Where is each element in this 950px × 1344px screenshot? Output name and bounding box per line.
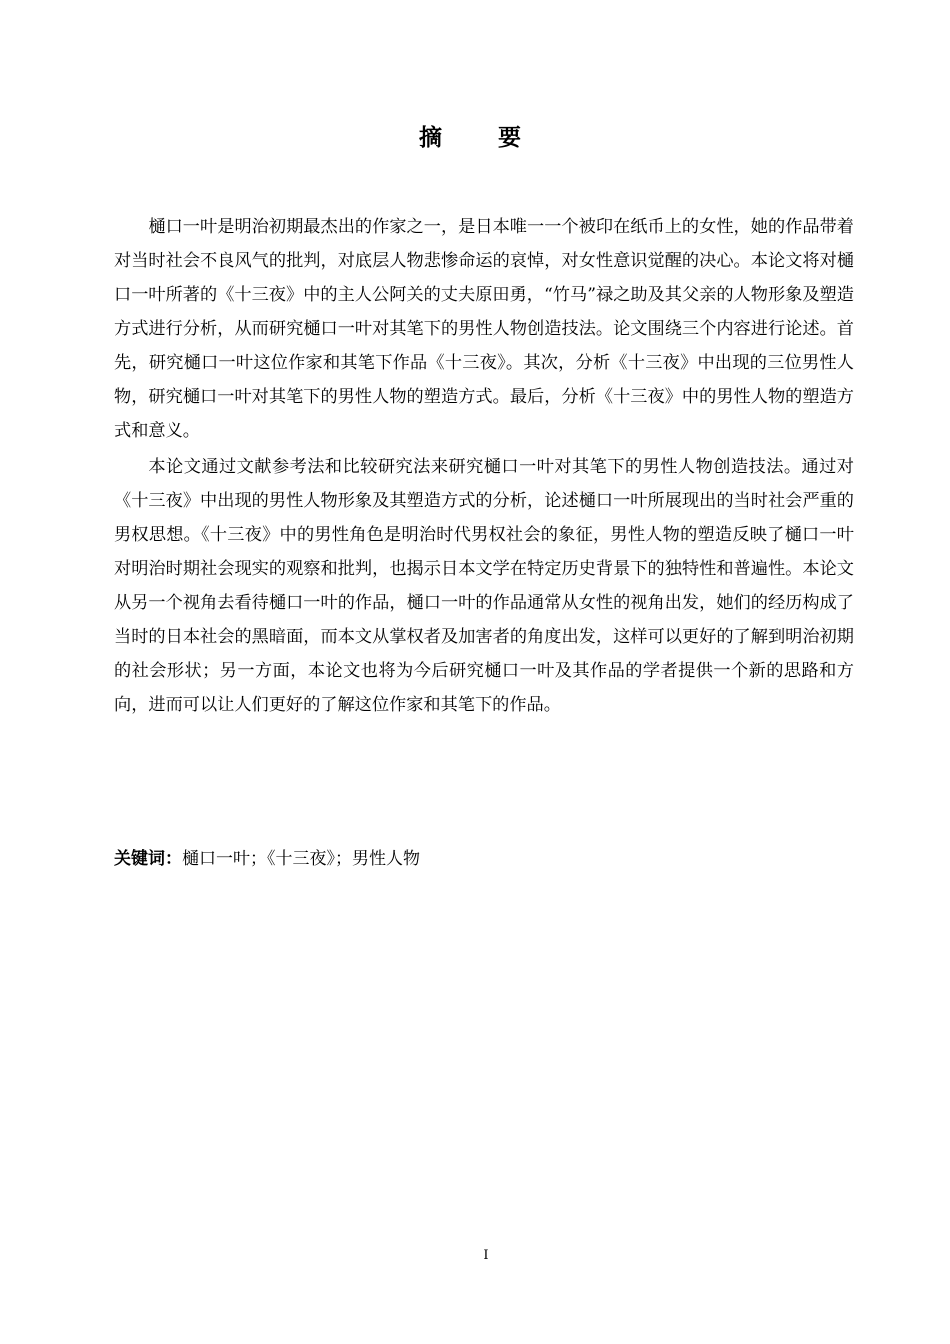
keywords-line	[114, 842, 854, 876]
abstract-paragraph-1: 樋口一叶是明治初期最杰出的作家之一，是日本唯一一个被印在纸币上的女性，她的作品带着对当时社会不良风气的批判，对底层人物悲惨命运的哀悼，对女性意识觉醒的决心。本论文将对樋口一叶所著的《十三夜》中的主人公阿关的丈夫原田勇，“竹马”禄之助及其父亲的人物形象及塑造方式进行分析，从而研究樋口一叶对其笔下的男性人物创造技法。论文围绕三个内容进行论述。首先，研究樋口一叶这位作家和其笔下作品《十三夜》。其次，分析《十三夜》中出现的三位男性人物，研究樋口一叶对其笔下的男性人物的塑造方式。最后，分析《十三夜》中的男性人物的塑造方式和意义。	[114, 217, 854, 441]
abstract-body	[114, 210, 854, 724]
keywords-label: 关键词：	[114, 849, 182, 869]
keywords-value: 樋口一叶；《十三夜》；男性人物	[182, 849, 420, 869]
abstract-paragraph-2: 本论文通过文献参考法和比较研究法来研究樋口一叶对其笔下的男性人物创造技法。通过对《十三夜》中出现的男性人物形象及其塑造方式的分析，论述樋口一叶所展现出的当时社会严重的男权思想。《十三夜》中的男性角色是明治时代男权社会的象征，男性人物的塑造反映了樋口一叶对明治时期社会现实的观察和批判，也揭示日本文学在特定历史背景下的独特性和普遍性。本论文从另一个视角去看待樋口一叶的作品，樋口一叶的作品通常从女性的视角出发，她们的经历构成了当时的日本社会的黑暗面，而本文从掌权者及加害者的角度出发，这样可以更好的了解到明治初期的社会形状；另一方面，本论文也将为今后研究樋口一叶及其作品的学者提供一个新的思路和方向，进而可以让人们更好的了解这位作家和其笔下的作品。	[114, 457, 854, 715]
page-title: 摘 要	[418, 125, 545, 151]
page-number: I	[483, 1248, 489, 1263]
